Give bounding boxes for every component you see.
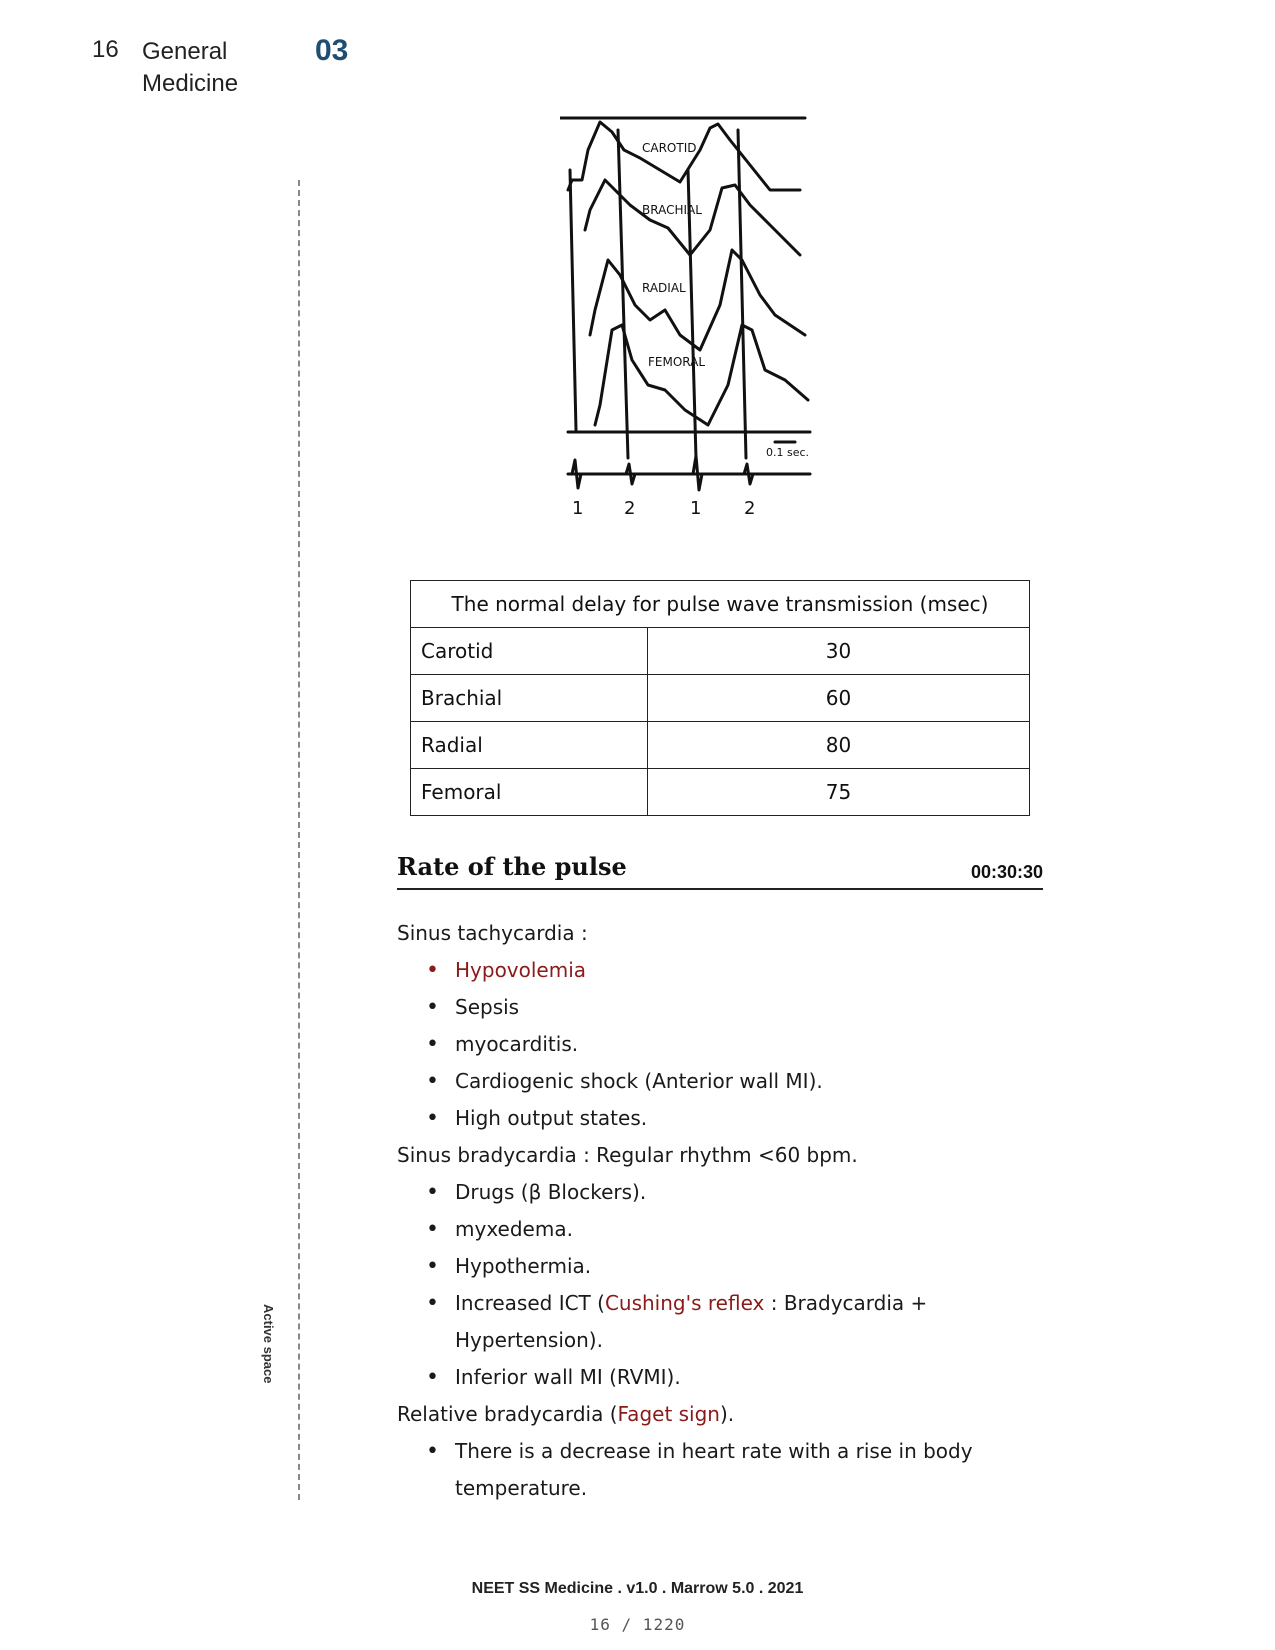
section-header xyxy=(397,852,1043,890)
relative-suffix: ). xyxy=(720,1402,735,1426)
list-item: • Cardiogenic shock (Anterior wall MI). xyxy=(455,1063,1037,1100)
section-title: Rate of the pulse xyxy=(397,852,627,881)
brachial-wave xyxy=(585,180,800,255)
active-space-divider xyxy=(298,180,300,1500)
row-value: 80 xyxy=(648,722,1030,769)
tachycardia-heading: Sinus tachycardia : xyxy=(397,921,588,945)
label-brachial: BRACHIAL xyxy=(642,203,702,217)
bradycardia-heading: Sinus bradycardia : Regular rhythm <60 bpm. xyxy=(397,1143,858,1167)
row-value: 60 xyxy=(648,675,1030,722)
list-item: • myocarditis. xyxy=(455,1026,1037,1063)
list-item: • Hypovolemia xyxy=(455,952,1037,989)
time-line-1 xyxy=(570,170,576,430)
cushing-reflex-term: Cushing's reflex xyxy=(604,1291,765,1315)
chapter-number: 03 xyxy=(315,34,349,67)
footer-text: NEET SS Medicine . v1.0 . Marrow 5.0 . 2021 xyxy=(471,1580,804,1597)
marker-1a: 1 xyxy=(572,498,584,519)
list-item xyxy=(455,1285,1037,1359)
pulse-waveform-figure xyxy=(560,110,870,550)
ict-prefix: Increased ICT ( xyxy=(455,1291,605,1315)
scale-label: 0.1 sec. xyxy=(766,446,810,459)
relative-bradycardia-heading xyxy=(397,1396,1037,1433)
page-number: 16 xyxy=(92,36,119,63)
table-row xyxy=(411,675,1030,722)
relative-prefix: Relative bradycardia ( xyxy=(397,1402,618,1426)
row-name: Brachial xyxy=(411,675,648,722)
list-item: • Drugs (β Blockers). xyxy=(455,1174,1037,1211)
list-item: • Sepsis xyxy=(455,989,1037,1026)
list-item: • There is a decrease in heart rate with a rise in body temperature. xyxy=(455,1433,1037,1507)
list-item: • High output states. xyxy=(455,1100,1037,1137)
table-row xyxy=(411,769,1030,816)
subject-line-1: General xyxy=(142,38,228,65)
marker-2a: 2 xyxy=(624,498,636,519)
handwritten-notes xyxy=(397,915,1037,1507)
row-value: 75 xyxy=(648,769,1030,816)
list-item: • myxedema. xyxy=(455,1211,1037,1248)
label-carotid: CAROTID xyxy=(642,141,697,155)
time-line-2 xyxy=(618,130,628,458)
carotid-wave xyxy=(568,122,800,190)
active-space-label: Active space xyxy=(256,1300,276,1378)
subject-line-2: Medicine xyxy=(142,70,239,97)
relative-bradycardia-list xyxy=(397,1433,1037,1507)
table-row xyxy=(411,722,1030,769)
row-value: 30 xyxy=(648,628,1030,675)
tachycardia-list xyxy=(397,952,1037,1137)
ict-suffix: : Bradycardia + Hypertension). xyxy=(455,1291,928,1352)
video-timestamp[interactable]: 00:30:30 xyxy=(970,862,1043,882)
marker-2b: 2 xyxy=(744,498,756,519)
table-header: The normal delay for pulse wave transmission (msec) xyxy=(411,581,1030,628)
faget-sign-term: Faget sign xyxy=(617,1402,720,1426)
list-item: • Hypothermia. xyxy=(455,1248,1037,1285)
label-radial: RADIAL xyxy=(642,281,686,295)
time-line-4 xyxy=(738,130,746,458)
subject-title xyxy=(142,36,238,100)
row-name: Femoral xyxy=(411,769,648,816)
page-indicator: 16 / 1220 xyxy=(589,1615,686,1634)
table-row xyxy=(411,628,1030,675)
label-femoral: FEMORAL xyxy=(648,355,706,369)
list-item: • Inferior wall MI (RVMI). xyxy=(455,1359,1037,1396)
row-name: Carotid xyxy=(411,628,648,675)
pulse-delay-table xyxy=(410,580,1030,816)
row-name: Radial xyxy=(411,722,648,769)
bradycardia-list xyxy=(397,1174,1037,1396)
marker-1b: 1 xyxy=(690,498,702,519)
